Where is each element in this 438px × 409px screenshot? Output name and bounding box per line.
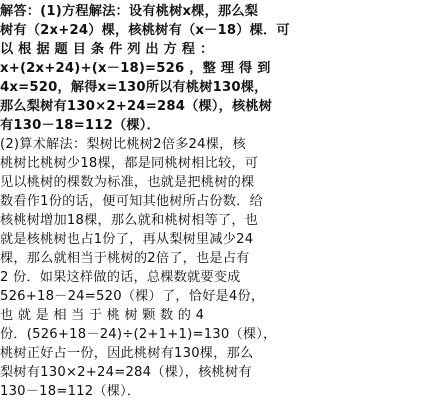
- text-line: 棵，那么就相当于桃树的2倍了，也是占有: [0, 251, 250, 266]
- text-line: 526+18－24=520（棵）了，恰好是4份，: [0, 289, 265, 304]
- text-line: x+(2x+24)+(x－18)=526 ，整 理 得 到: [0, 61, 271, 76]
- text-line: 数看作1份的话，便可知其他树所占份数．给: [0, 194, 263, 209]
- text-line: 桃树比桃树少18棵，都是同桃树相比较，可: [0, 156, 259, 171]
- text-line: 有130－18=112（棵）．: [0, 118, 160, 133]
- text-line: 梨树有130×2+24=284（棵），核桃树有: [0, 365, 252, 380]
- text-line: 桃树正好占一份，因此桃树有130棵，那么: [0, 346, 254, 361]
- text-line: 130－18=112（棵）．: [0, 384, 141, 399]
- text-line: 也 就 是 相 当 于 桃 树 颗 数 的 4: [0, 308, 205, 323]
- text-line: (2)算术解法：梨树比桃树2倍多24棵，核: [0, 137, 246, 152]
- text-line: 4x=520，解得x=130所以有桃树130棵，: [0, 80, 268, 95]
- text-line: 份．(526+18－24)÷(2+1+1)=130（棵），: [0, 327, 277, 342]
- text-line: 核桃树增加18棵，那么就和桃树相等了，也: [0, 213, 259, 228]
- text-line: 2 份．如果这样做的话，总棵数就要变成: [0, 270, 241, 285]
- text-line: 以 根 据 题 目 条 件 列 出 方 程 ：: [0, 42, 214, 57]
- text-line: 解答：(1)方程解法：设有桃树x棵，那么梨: [0, 4, 259, 19]
- text-line: 那么梨树有130×2+24=284（棵），核桃树: [0, 99, 273, 114]
- text-line: 就是核桃树也占1份了，再从梨树里减少24: [0, 232, 254, 247]
- text-line: 树有（2x+24）棵，核桃树有（x－18）棵．可: [0, 23, 290, 38]
- text-line: 见以桃树的棵数为标准，也就是把桃树的棵: [0, 175, 255, 190]
